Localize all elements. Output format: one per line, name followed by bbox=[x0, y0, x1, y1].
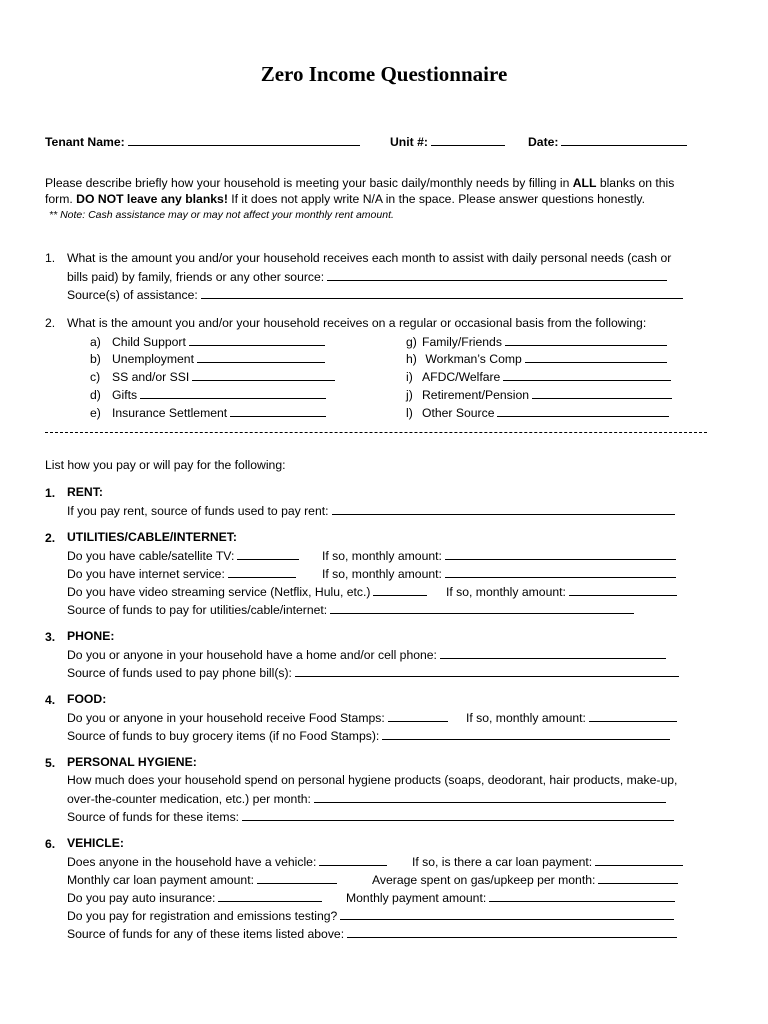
list-intro: List how you pay or will pay for the following: bbox=[45, 458, 286, 472]
page-title: Zero Income Questionnaire bbox=[260, 62, 508, 86]
hygiene-amount-field[interactable]: over-the-counter medication, etc.) per month: bbox=[67, 792, 666, 805]
gas-upkeep-field[interactable]: Average spent on gas/upkeep per month: bbox=[372, 873, 678, 886]
intro-note: ** Note: Cash assistance may or may not affect your monthly rent amount. bbox=[49, 209, 394, 221]
hygiene-heading: PERSONAL HYGIENE: bbox=[67, 755, 197, 769]
phone-source-field[interactable]: Source of funds used to pay phone bill(s): bbox=[67, 666, 679, 679]
hygiene-source-field[interactable]: Source of funds for these items: bbox=[67, 810, 674, 823]
phone-number: 3. bbox=[45, 630, 56, 644]
internet-field[interactable]: Do you have internet service: bbox=[67, 567, 296, 580]
q2-item-b[interactable]: b) Unemployment bbox=[90, 352, 325, 365]
q1-line-1: What is the amount you and/or your household receives each month to assist with daily personal needs (cash or bbox=[67, 251, 672, 265]
car-loan-field[interactable]: If so, is there a car loan payment: bbox=[412, 855, 683, 868]
util-source-field[interactable]: Source of funds to pay for utilities/cable/internet: bbox=[67, 603, 634, 616]
rent-heading: RENT: bbox=[67, 485, 103, 499]
q2-item-c[interactable]: c) SS and/or SSI bbox=[90, 370, 335, 383]
insurance-amount-field[interactable]: Monthly payment amount: bbox=[346, 891, 675, 904]
intro-line-1: Please describe briefly how your household is meeting your basic daily/monthly needs by filling in ALL blanks on this bbox=[45, 176, 675, 190]
q2-item-g[interactable]: g) Family/Friends bbox=[406, 335, 667, 348]
vehicle-number: 6. bbox=[45, 837, 56, 851]
food-number: 4. bbox=[45, 693, 56, 707]
q2-item-l[interactable]: l) Other Source bbox=[406, 406, 669, 419]
q2-item-i[interactable]: i) AFDC/Welfare bbox=[406, 370, 671, 383]
loan-amount-field[interactable]: Monthly car loan payment amount: bbox=[67, 873, 337, 886]
auto-insurance-field[interactable]: Do you pay auto insurance: bbox=[67, 891, 322, 904]
q2-item-e[interactable]: e) Insurance Settlement bbox=[90, 406, 326, 419]
food-source-field[interactable]: Source of funds to buy grocery items (if no Food Stamps): bbox=[67, 729, 670, 742]
q1-number: 1. bbox=[45, 251, 56, 265]
q2-number: 2. bbox=[45, 316, 56, 330]
date-label: Date: bbox=[528, 135, 559, 149]
vehicle-source-field[interactable]: Source of funds for any of these items listed above: bbox=[67, 927, 677, 940]
phone-heading: PHONE: bbox=[67, 629, 115, 643]
rent-number: 1. bbox=[45, 486, 56, 500]
internet-amount-field[interactable]: If so, monthly amount: bbox=[322, 567, 676, 580]
food-heading: FOOD: bbox=[67, 692, 107, 706]
unit-label: Unit #: bbox=[390, 135, 428, 149]
intro-line-2: form. DO NOT leave any blanks! If it does not apply write N/A in the space. Please answer questions honestly. bbox=[45, 192, 645, 206]
cable-tv-field[interactable]: Do you have cable/satellite TV: bbox=[67, 549, 299, 562]
util-number: 2. bbox=[45, 531, 56, 545]
hygiene-number: 5. bbox=[45, 756, 56, 770]
phone-have-field[interactable]: Do you or anyone in your household have a home and/or cell phone: bbox=[67, 648, 666, 661]
vehicle-have-field[interactable]: Does anyone in the household have a vehicle: bbox=[67, 855, 387, 868]
q1-source-field[interactable]: Source(s) of assistance: bbox=[67, 288, 683, 301]
q2-line-1: What is the amount you and/or your household receives on a regular or occasional basis from the following: bbox=[67, 316, 647, 330]
tenant-name-field[interactable] bbox=[45, 135, 360, 148]
registration-field[interactable]: Do you pay for registration and emissions testing? bbox=[67, 909, 674, 922]
util-heading: UTILITIES/CABLE/INTERNET: bbox=[67, 530, 237, 544]
food-amount-field[interactable]: If so, monthly amount: bbox=[466, 711, 677, 724]
streaming-amount-field[interactable]: If so, monthly amount: bbox=[446, 585, 677, 598]
q2-item-h[interactable]: h) Workman’s Comp bbox=[406, 352, 667, 365]
cable-amount-field[interactable]: If so, monthly amount: bbox=[322, 549, 676, 562]
q2-item-d[interactable]: d) Gifts bbox=[90, 388, 326, 401]
hygiene-line-1: How much does your household spend on personal hygiene products (soaps, deodorant, hair products, make-up, bbox=[67, 773, 678, 787]
section-divider bbox=[45, 432, 707, 433]
tenant-name-label: Tenant Name: bbox=[45, 135, 125, 149]
date-field[interactable] bbox=[528, 135, 687, 148]
q2-item-j[interactable]: j) Retirement/Pension bbox=[406, 388, 672, 401]
q1-amount-field[interactable]: bills paid) by family, friends or any other source: bbox=[67, 270, 667, 283]
food-stamps-field[interactable]: Do you or anyone in your household receive Food Stamps: bbox=[67, 711, 448, 724]
unit-field[interactable] bbox=[390, 135, 505, 148]
streaming-field[interactable]: Do you have video streaming service (Netflix, Hulu, etc.) bbox=[67, 585, 427, 598]
vehicle-heading: VEHICLE: bbox=[67, 836, 124, 850]
q2-item-a[interactable]: a) Child Support bbox=[90, 335, 325, 348]
rent-source-field[interactable]: If you pay rent, source of funds used to pay rent: bbox=[67, 504, 675, 517]
